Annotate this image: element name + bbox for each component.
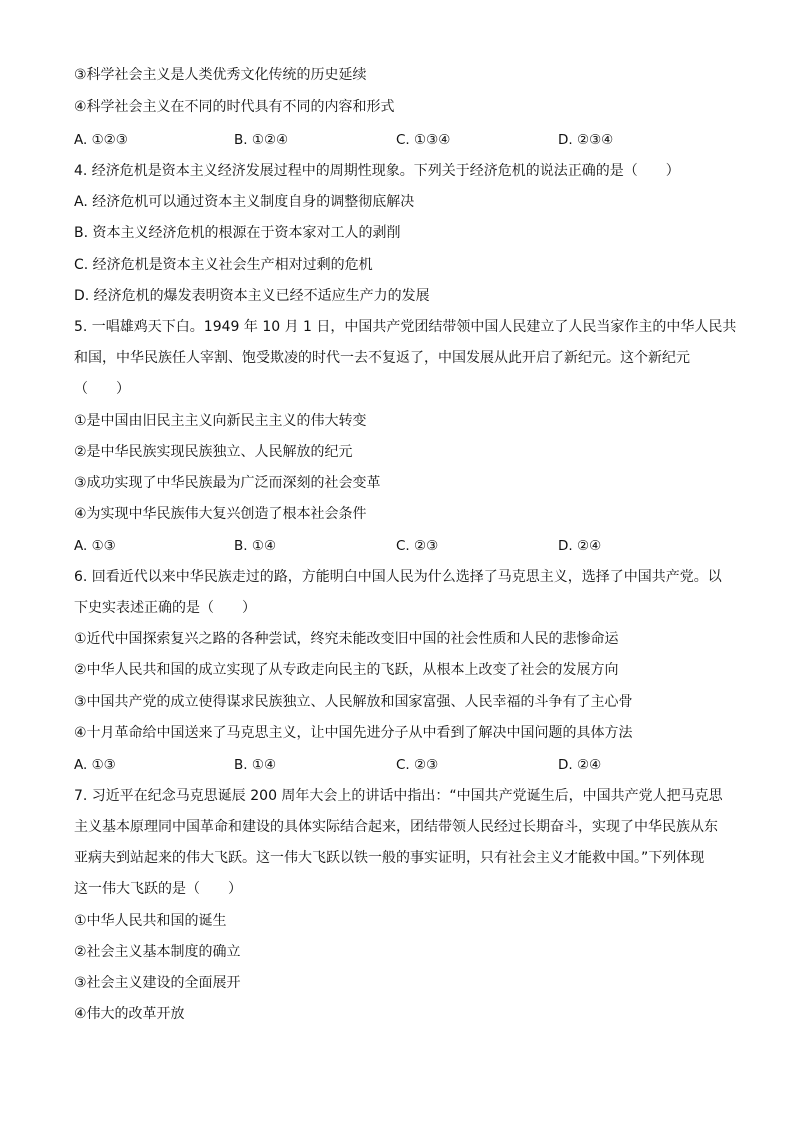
q4-option-b: B. 资本主义经济危机的根源在于资本家对工人的剥削 [74, 225, 401, 241]
q5-item-1: ①是中国由旧民主主义向新民主主义的伟大转变 [74, 413, 367, 429]
option-d: D. ②③④ [558, 132, 614, 148]
q5-options [74, 537, 754, 555]
option-c: C. ②③ [396, 757, 439, 773]
option-a: A. ①②③ [74, 132, 128, 148]
q5-stem-line: （ ） [74, 381, 130, 397]
q5-item-3: ③成功实现了中华民族最为广泛而深刻的社会变革 [74, 475, 381, 491]
q7-stem-line: 这一伟大飞跃的是（ ） [74, 881, 242, 897]
q7-item-1: ①中华人民共和国的诞生 [74, 913, 227, 929]
option-b: B. ①④ [234, 757, 277, 773]
option-c: C. ①③④ [396, 132, 451, 148]
q7-stem-line: 主义基本原理同中国革命和建设的具体实际结合起来，团结带领人民经过长期奋斗，实现了中华民族从东 [74, 819, 718, 835]
option-b: B. ①④ [234, 538, 277, 554]
option-b: B. ①②④ [234, 132, 289, 148]
q5-stem-line: 5. 一唱雄鸡天下白。1949 年 10 月 1 日，中国共产党团结带领中国人民建立了人民当家作主的中华人民共 [74, 319, 737, 335]
q7-stem-line: 亚病夫到站起来的伟大飞跃。这一伟大飞跃以铁一般的事实证明，只有社会主义才能救中国。”下列体现 [74, 850, 705, 866]
top-options [74, 131, 754, 149]
q6-stem-line: 6. 回看近代以来中华民族走过的路，方能明白中国人民为什么选择了马克思主义，选择了中国共产党。以 [74, 569, 722, 585]
q7-item-4: ④伟大的改革开放 [74, 1006, 185, 1022]
q6-item-4: ④十月革命给中国送来了马克思主义，让中国先进分子从中看到了解决中国问题的具体方法 [74, 725, 633, 741]
top-item-4: ④科学社会主义在不同的时代具有不同的内容和形式 [74, 99, 395, 115]
q7-item-2: ②社会主义基本制度的确立 [74, 944, 241, 960]
q6-item-1: ①近代中国探索复兴之路的各种尝试，终究未能改变旧中国的社会性质和人民的悲惨命运 [74, 631, 619, 647]
option-d: D. ②④ [558, 757, 602, 773]
q6-stem-line: 下史实表述正确的是（ ） [74, 600, 256, 616]
q5-item-4: ④为实现中华民族伟大复兴创造了根本社会条件 [74, 506, 367, 522]
q6-options [74, 756, 754, 774]
q5-stem-line: 和国，中华民族任人宰割、饱受欺凌的时代一去不复返了，中国发展从此开启了新纪元。这个新纪元 [74, 350, 690, 366]
q4-option-a: A. 经济危机可以通过资本主义制度自身的调整彻底解决 [74, 194, 415, 210]
q4-option-c: C. 经济危机是资本主义社会生产相对过剩的危机 [74, 257, 373, 273]
q5-item-2: ②是中华民族实现民族独立、人民解放的纪元 [74, 444, 353, 460]
q7-stem-line: 7. 习近平在纪念马克思诞辰 200 周年大会上的讲话中指出：“中国共产党诞生后，中国共产党人把马克思 [74, 788, 723, 804]
option-d: D. ②④ [558, 538, 602, 554]
q4-option-d: D. 经济危机的爆发表明资本主义已经不适应生产力的发展 [74, 288, 430, 304]
q4-stem: 4. 经济危机是资本主义经济发展过程中的周期性现象。下列关于经济危机的说法正确的是（ ） [74, 163, 680, 179]
q7-item-3: ③社会主义建设的全面展开 [74, 975, 241, 991]
option-c: C. ②③ [396, 538, 439, 554]
option-a: A. ①③ [74, 538, 116, 554]
q6-item-2: ②中华人民共和国的成立实现了从专政走向民主的飞跃，从根本上改变了社会的发展方向 [74, 662, 619, 678]
q6-item-3: ③中国共产党的成立使得谋求民族独立、人民解放和国家富强、人民幸福的斗争有了主心骨 [74, 694, 633, 710]
option-a: A. ①③ [74, 757, 116, 773]
top-item-3: ③科学社会主义是人类优秀文化传统的历史延续 [74, 67, 367, 83]
